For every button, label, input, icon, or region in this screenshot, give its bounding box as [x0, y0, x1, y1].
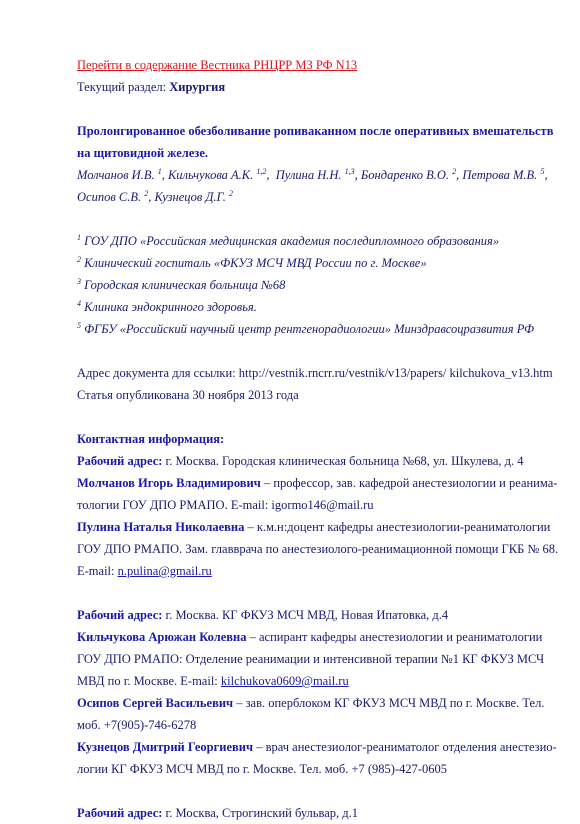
contact-person-cont: моб. +7(905)-746-6278	[77, 718, 197, 732]
contact-person-cont: логии КГ ФКУЗ МСЧ МВД по г. Москве. Тел. моб. +7 (985)-427-0605	[77, 762, 448, 776]
affiliation-text: ГОУ ДПО «Российская медицинская академия последипломного образования»	[84, 234, 500, 248]
citation-address: Адрес документа для ссылки: http://vestnik.rncrr.ru/vestnik/v13/papers/ kilchukova_v13.htm	[77, 366, 553, 380]
address-label: Рабочий адрес:	[77, 454, 163, 468]
affiliation-sup: 2	[77, 254, 81, 264]
work-address	[77, 802, 540, 824]
nav-line	[77, 54, 540, 76]
affiliation-text: Клинический госпиталь «ФКУЗ МСЧ МВД России по г. Москве»	[84, 256, 427, 270]
affiliation-sup: 1	[77, 232, 81, 242]
author-sup: 5	[540, 166, 545, 176]
contact-person	[77, 472, 558, 494]
person-name: Осипов Сергей Васильевич	[77, 696, 234, 710]
affiliation-sup: 4	[77, 298, 81, 308]
email-label: E-mail:	[77, 564, 118, 578]
contact-person	[77, 692, 545, 714]
section-label: Текущий раздел:	[77, 80, 170, 94]
contacts-heading: Контактная информация:	[77, 432, 225, 446]
person-name: Кильчукова Арюжан Колевна	[77, 630, 247, 644]
author: Кильчукова А.К.	[167, 168, 254, 182]
person-info: – аспирант кафедры анестезиологии и реаниматологии	[246, 630, 543, 644]
author-sup: 2	[228, 188, 233, 198]
authors-line-2: Осипов С.В. $^2$, Кузнецов Д.Г. $^2$	[77, 188, 233, 204]
contents-link[interactable]: Перейти в содержание Вестника РНЦРР МЗ РФ N13	[77, 58, 358, 72]
author: Молчанов И.В.	[77, 168, 155, 182]
author-sup: 1	[157, 166, 162, 176]
contact-email-line	[77, 670, 540, 692]
address-value: г. Москва. Городская клиническая больница №68, ул. Шкулева, д. 4	[162, 454, 524, 468]
person-name: Пулина Наталья Николаевна	[77, 520, 245, 534]
person-info: – к.м.н:доцент кафедры анестезиологии-реаниматологии	[244, 520, 551, 534]
contact-email-line	[77, 560, 540, 582]
affiliation-text: ФГБУ «Российский научный центр рентгенорадиологии» Минздравсоцразвития РФ	[84, 322, 535, 336]
affiliation-sup: 5	[77, 320, 81, 330]
work-address	[77, 450, 540, 472]
email-link[interactable]: kilchukova0609@mail.ru	[220, 674, 349, 688]
author-sup: 2	[144, 188, 149, 198]
author: Пулина Н.Н.	[275, 168, 342, 182]
person-info: – профессор, зав. кафедрой анестезиологии и реанима-	[260, 476, 558, 490]
person-info: – зав. оперблоком КГ ФКУЗ МСЧ МВД по г. Москве. Тел.	[233, 696, 545, 710]
address-value: г. Москва, Строгинский бульвар, д.1	[162, 806, 358, 820]
contact-person-cont: ГОУ ДПО РМАПО. Зам. главврача по анестезиолого-реанимационной помощи ГКБ № 68.	[77, 542, 559, 556]
affiliation-sup: 3	[77, 276, 81, 286]
authors-line-1: Молчанов И.В. $^1$, Кильчукова А.К. $^{1,2}$, Пулина Н.Н. $^{1,3}$, Бондаренко В.О. $^2$, Петрова М.В. $^5$,	[77, 166, 548, 182]
affiliation	[77, 318, 540, 340]
contact-person	[77, 516, 551, 538]
affiliation-text: Городская клиническая больница №68	[84, 278, 286, 292]
article-title-line-2: на щитовидной железе.	[77, 146, 209, 160]
author: Кузнецов Д.Г.	[154, 190, 226, 204]
email-link[interactable]: n.pulina@gmail.ru	[117, 564, 212, 578]
affiliation-text: Клиника эндокринного здоровья.	[84, 300, 257, 314]
contact-person	[77, 626, 543, 648]
person-info: – врач анестезиолог-реаниматолог отделения анестезио-	[253, 740, 557, 754]
contact-person-cont: тологии ГОУ ДПО РМАПО. E-mail: igormo146@mail.ru	[77, 498, 374, 512]
author: Осипов С.В.	[77, 190, 142, 204]
author-sup: 2	[452, 166, 457, 176]
affiliation	[77, 230, 540, 252]
article-title-line-1: Пролонгированное обезболивание ропиваканном после оперативных вмешательств	[77, 124, 554, 138]
author-sup: 1,2	[256, 166, 267, 176]
affiliation	[77, 274, 540, 296]
section-value: Хирургия	[169, 80, 226, 94]
current-section	[77, 76, 540, 98]
affiliation	[77, 252, 540, 274]
email-label: МВД по г. Москве. E-mail:	[77, 674, 221, 688]
author-sup: 1,3	[344, 166, 355, 176]
author: Бондаренко В.О.	[360, 168, 449, 182]
contact-person	[77, 736, 557, 758]
person-name: Молчанов Игорь Владимирович	[77, 476, 261, 490]
address-value: г. Москва. КГ ФКУЗ МСЧ МВД, Новая Ипатовка, д.4	[162, 608, 449, 622]
work-address	[77, 604, 540, 626]
address-label: Рабочий адрес:	[77, 806, 163, 820]
contact-person-cont: ГОУ ДПО РМАПО: Отделение реанимации и интенсивной терапии №1 КГ ФКУЗ МСЧ	[77, 652, 545, 666]
address-label: Рабочий адрес:	[77, 608, 163, 622]
publication-date: Статья опубликована 30 ноября 2013 года	[77, 388, 299, 402]
person-name: Кузнецов Дмитрий Георгиевич	[77, 740, 254, 754]
author: Петрова М.В.	[462, 168, 538, 182]
affiliation	[77, 296, 540, 318]
